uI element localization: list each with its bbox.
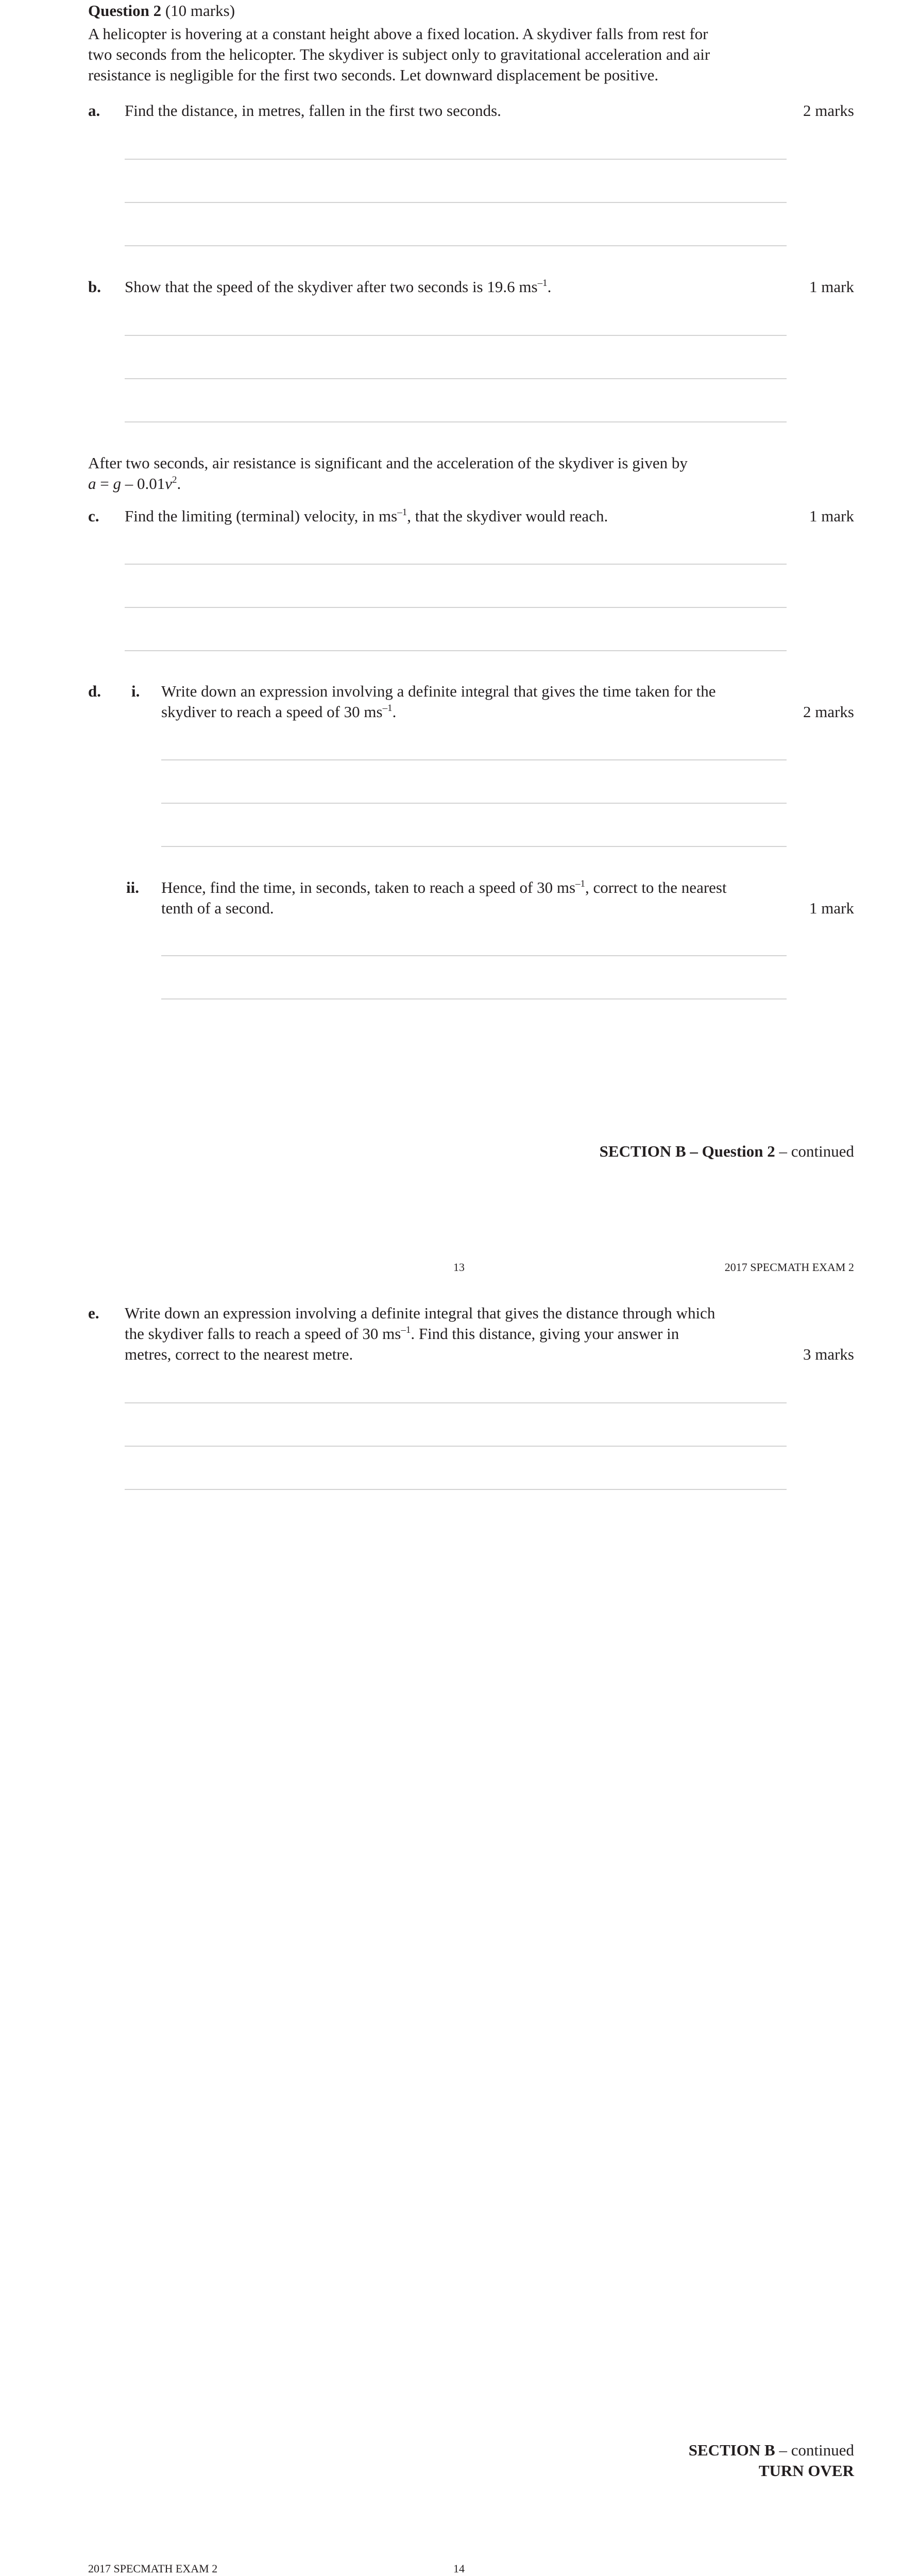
section-continued: SECTION B – Question 2 – continued [599, 1142, 854, 1160]
part-e-label: e. [88, 1304, 99, 1322]
part-e-line-2: the skydiver falls to reach a speed of 30 $ms^{-1}$. Find this distance, giving your answer in [125, 1325, 679, 1343]
part-d-ii-line-1: Hence, find the time, in seconds, taken to reach a speed of 30 $ms^{-1}$, correct to the nearest [161, 878, 727, 896]
answer-line [125, 378, 787, 379]
part-d-i-marks: 2 marks [803, 703, 854, 721]
answer-line [161, 955, 787, 956]
answer-line [125, 650, 787, 651]
question-marks: (10 marks) [165, 2, 235, 20]
intro-line-1: A helicopter is hovering at a constant height above a fixed location. A skydiver falls from rest for [88, 25, 708, 43]
answer-line [125, 202, 787, 203]
part-c-marks: 1 mark [809, 507, 854, 525]
intro-line-2: two seconds from the helicopter. The skydiver is subject only to gravitational acceleration and air [88, 45, 710, 63]
question-number: Question 2 [88, 2, 162, 20]
acceleration-equation: $a = g - 0.01v^2$. [88, 474, 181, 493]
page-number: 14 [453, 2562, 465, 2575]
intro-line-3: resistance is negligible for the first two seconds. Let downward displacement be positive. [88, 66, 659, 84]
answer-line [161, 803, 787, 804]
part-a-label: a. [88, 101, 100, 120]
air-resistance-line-1: After two seconds, air resistance is significant and the acceleration of the skydiver is given by [88, 454, 688, 472]
answer-line [125, 564, 787, 565]
part-c-label: c. [88, 507, 99, 525]
answer-line [125, 335, 787, 336]
answer-line [125, 1489, 787, 1490]
part-d-i-label: i. [131, 682, 140, 700]
answer-line [161, 998, 787, 999]
part-b-label: b. [88, 278, 101, 296]
part-c-text: Find the limiting (terminal) velocity, in $ms^{-1}$, that the skydiver would reach. [125, 507, 608, 525]
part-d-ii-line-2: tenth of a second. [161, 899, 274, 917]
answer-line [125, 1402, 787, 1403]
part-d-label: d. [88, 682, 101, 700]
part-a-text: Find the distance, in metres, fallen in the first two seconds. [125, 101, 501, 120]
part-e-marks: 3 marks [803, 1345, 854, 1363]
turn-over: TURN OVER [758, 2462, 854, 2480]
answer-line [125, 159, 787, 160]
part-d-i-line-2: skydiver to reach a speed of 30 $ms^{-1}$. [161, 703, 397, 721]
answer-line [161, 759, 787, 760]
part-e-line-1: Write down an expression involving a definite integral that gives the distance through which [125, 1304, 715, 1322]
answer-line [125, 421, 787, 422]
question-title [88, 1, 235, 21]
section-continued: SECTION B – continued [688, 2441, 854, 2459]
answer-line [125, 245, 787, 246]
answer-line [125, 1446, 787, 1447]
answer-line [125, 607, 787, 608]
part-e-line-3: metres, correct to the nearest metre. [125, 1345, 353, 1363]
exam-name: 2017 SPECMATH EXAM 2 [724, 1261, 854, 1274]
part-b-marks: 1 mark [809, 278, 854, 296]
part-d-ii-marks: 1 mark [809, 899, 854, 917]
part-d-i-line-1: Write down an expression involving a definite integral that gives the time taken for the [161, 682, 716, 700]
part-d-ii-label: ii. [126, 878, 139, 896]
answer-line [161, 846, 787, 847]
page-number: 13 [453, 1261, 465, 1274]
exam-name: 2017 SPECMATH EXAM 2 [88, 2562, 218, 2575]
part-b-text: Show that the speed of the skydiver after two seconds is 19.6 $ms^{-1}$. [125, 278, 552, 296]
part-a-marks: 2 marks [803, 101, 854, 120]
